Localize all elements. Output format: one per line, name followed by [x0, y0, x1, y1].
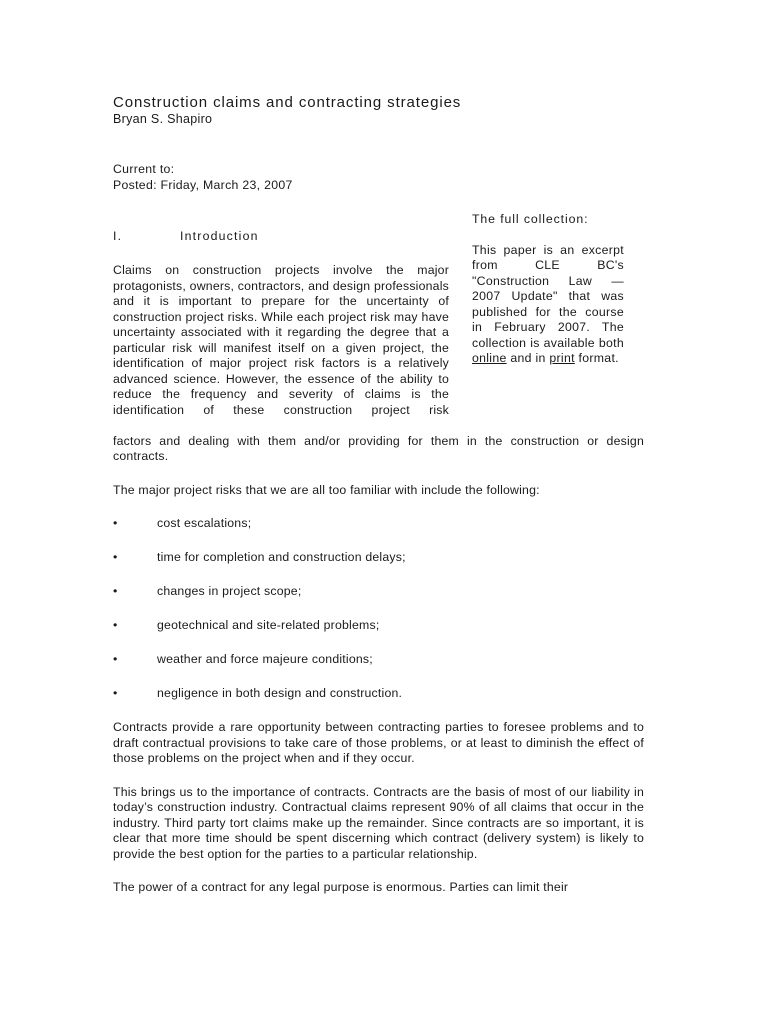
intro-paragraph-narrow: Claims on construction projects involve the major protagonists, owners, contractors, and design professionals and it is important to prepare for the uncertainty of construction project risks. While each project risk may have uncertainty associated with it regarding the degree that a particular risk will manifest itself on a given project, the identification of major project risk factors is a relatively advanced science. However, the essence of the ability to reduce the frequency and severity of claims is the identification of these construction project risk — [113, 263, 449, 417]
online-link[interactable]: online — [472, 351, 507, 365]
risks-intro-paragraph: The major project risks that we are all too familiar with include the following: — [113, 482, 540, 497]
document-body — [113, 263, 644, 914]
bullet-icon: • — [113, 652, 118, 666]
list-item — [113, 618, 644, 634]
bullet-icon: • — [113, 618, 118, 632]
sidebar-text-end: format. — [574, 351, 619, 365]
risk-list — [113, 516, 644, 702]
risk-text: cost escalations; — [157, 516, 252, 530]
posted-date: Posted: Friday, March 23, 2007 — [113, 177, 293, 192]
bullet-icon: • — [113, 550, 118, 564]
section-title: Introduction — [180, 229, 259, 243]
sidebar-text-middle: and in — [506, 351, 550, 365]
power-paragraph: The power of a contract for any legal purpose is enormous. Parties can limit their — [113, 880, 569, 894]
contracts-paragraph: Contracts provide a rare opportunity between contracting parties to foresee problems and to draft contractual provisions to take care of those problems, or at least to diminish the effect of those problems on the project when and if they occur. — [113, 720, 644, 765]
risk-text: time for completion and construction delays; — [157, 550, 406, 564]
list-item — [113, 652, 644, 668]
current-to-label: Current to: — [113, 162, 175, 176]
section-heading — [113, 229, 259, 244]
list-item — [113, 516, 644, 532]
risk-text: geotechnical and site-related problems; — [157, 618, 380, 632]
sidebar-heading: The full collection: — [472, 212, 589, 226]
print-link[interactable]: print — [549, 351, 575, 365]
bullet-icon: • — [113, 686, 118, 700]
bullet-icon: • — [113, 516, 118, 530]
risk-text: weather and force majeure conditions; — [157, 652, 373, 666]
section-number: I. — [113, 229, 123, 243]
importance-paragraph: This brings us to the importance of contracts. Contracts are the basis of most of our liability in today’s construction industry. Contractual claims represent 90% of all claims that occur in the industry. Third party tort claims make up the remainder. Since contracts are so important, it is clear that more time should be spent discerning which contract (delivery system) is likely to provide the best option for the parties to a particular relationship. — [113, 784, 644, 861]
document-title: Construction claims and contracting strategies — [113, 94, 462, 111]
intro-paragraph — [113, 263, 644, 465]
document-meta — [113, 162, 293, 193]
sidebar-text-intro: This paper is an excerpt from CLE BC's "Construction Law — 2007 Update" that was published for the course in February 2007. The collection is available both — [472, 242, 624, 350]
author-name: Bryan S. Shapiro — [113, 112, 213, 126]
intro-paragraph-continued: factors and dealing with them and/or providing for them in the construction or design contracts. — [113, 433, 644, 463]
bullet-icon: • — [113, 584, 118, 598]
risk-text: changes in project scope; — [157, 584, 302, 598]
list-item — [113, 550, 644, 566]
list-item — [113, 584, 644, 600]
risk-text: negligence in both design and construction. — [157, 686, 403, 700]
list-item — [113, 686, 644, 702]
